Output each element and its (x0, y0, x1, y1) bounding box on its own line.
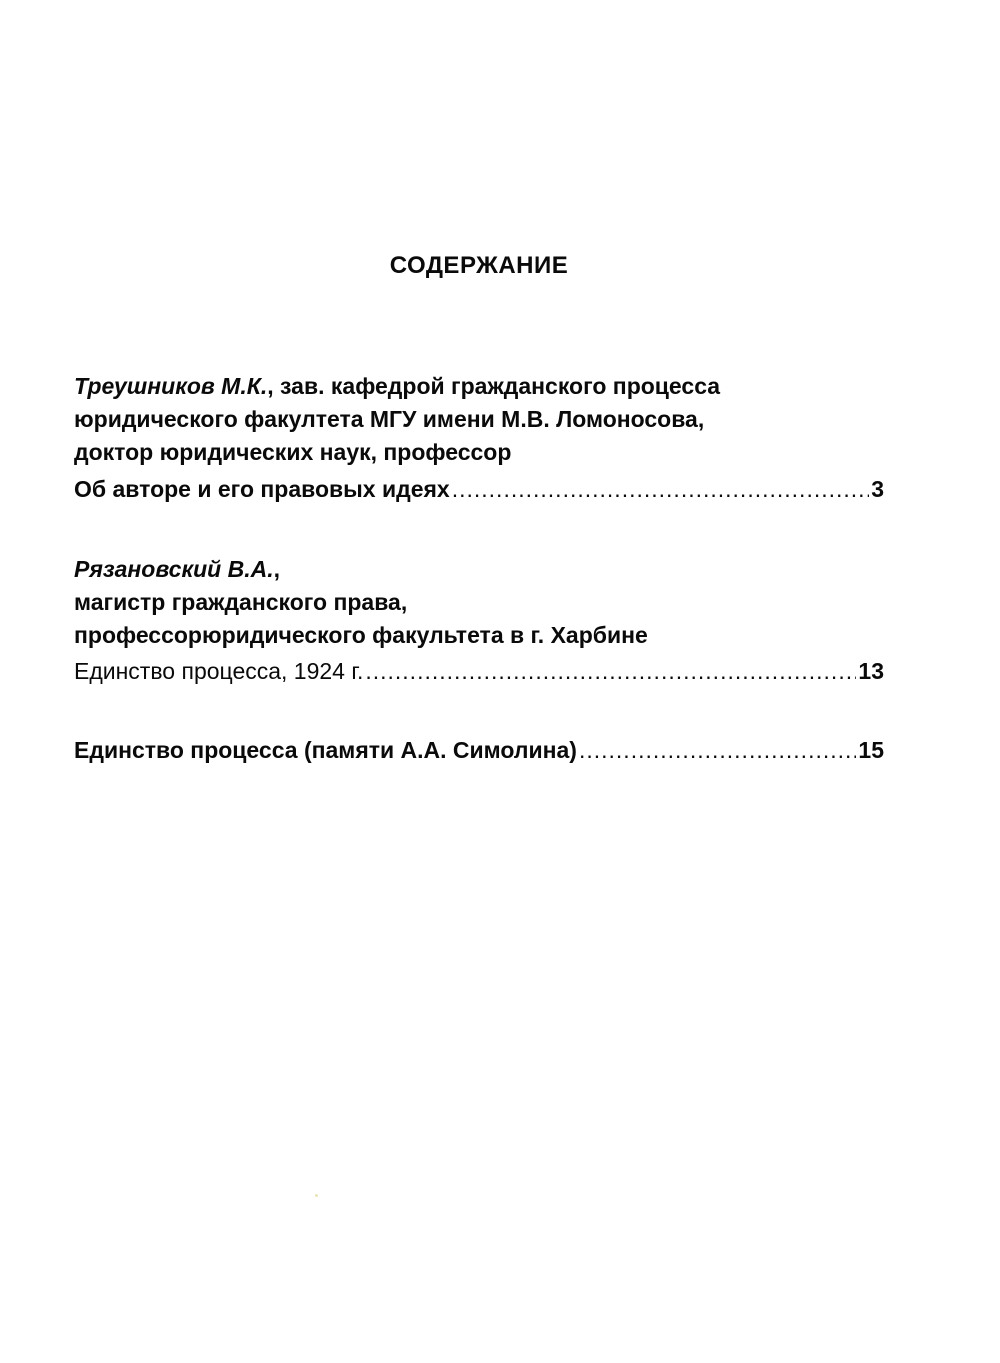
toc-entry[interactable] (74, 737, 884, 764)
author-degree: доктор юридических наук, профессор (74, 439, 512, 465)
author-name: Рязановский В.А. (74, 556, 274, 582)
author-name: Треушников М.К. (74, 373, 268, 399)
author-block-treushnikov (74, 370, 884, 469)
page-title: СОДЕРЖАНИЕ (389, 252, 569, 279)
toc-entry[interactable] (74, 658, 884, 685)
toc-entry-title: Единство процесса, 1924 г. (74, 658, 364, 684)
scan-speck (315, 1194, 318, 1197)
leader-dots (452, 476, 869, 503)
leader-dots (365, 658, 856, 685)
author-block-ryazanovsky (74, 553, 884, 652)
author-affiliation: магистр гражданского права, (74, 589, 408, 615)
author-position: профессорюридического факультета в г. Харбине (74, 622, 648, 648)
author-title: , зав. кафедрой гражданского процесса (267, 373, 721, 399)
leader-dots (579, 737, 856, 764)
author-line (74, 553, 884, 586)
toc-page-number: 3 (871, 476, 884, 502)
toc-entry[interactable] (74, 476, 884, 503)
toc-entry-title: Об авторе и его правовых идеях (74, 476, 450, 502)
toc-page-number: 13 (858, 658, 884, 684)
toc-page-number: 15 (858, 737, 884, 763)
author-affiliation: юридического факултета МГУ имени М.В. Ломоносова, (74, 406, 705, 432)
author-title: , (273, 556, 281, 582)
toc-entry-title: Единство процесса (памяти А.А. Симолина) (74, 737, 577, 763)
author-line (74, 370, 884, 403)
